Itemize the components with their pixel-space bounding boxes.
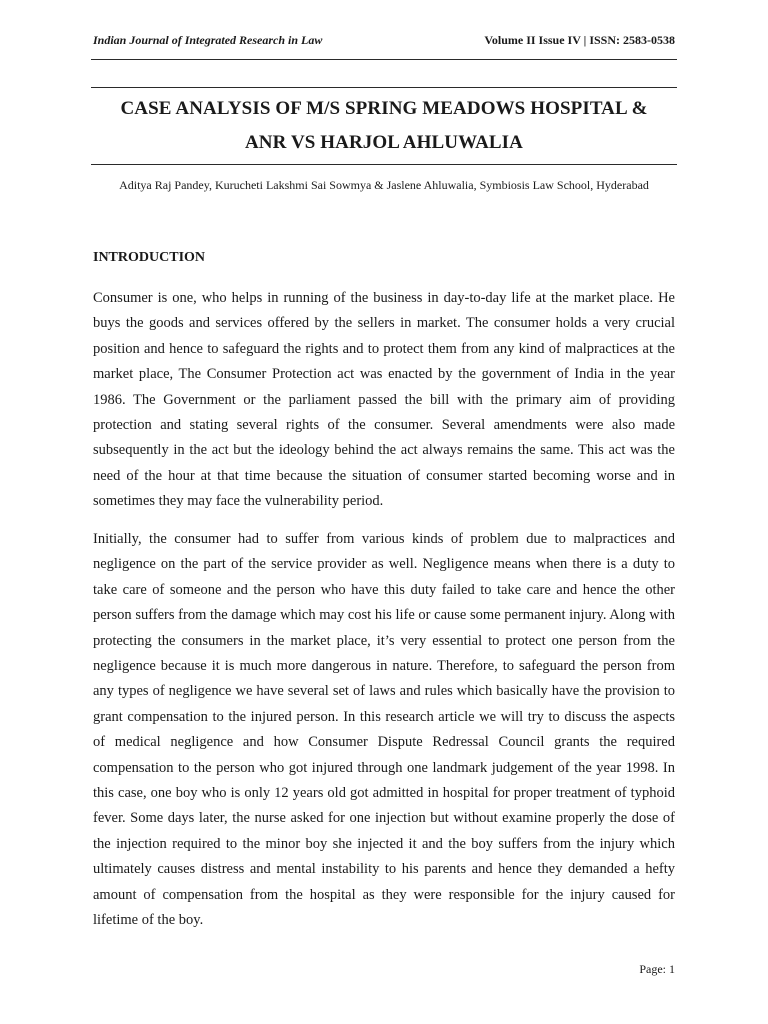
author-line: Aditya Raj Pandey, Kurucheti Lakshmi Sai Sowmya & Jaslene Ahluwalia, Symbiosis Law School, Hyderabad [119,178,649,192]
title-bottom-divider [91,164,677,165]
journal-name: Indian Journal of Integrated Research in Law [93,33,323,47]
body-paragraph-1: Consumer is one, who helps in running of the business in day-to-day life at the market place. He buys the goods and services offered by the sellers in market. The consumer holds a very crucial position and hence to safeguard the rights and to protect them from any kind of malpractices at the market place, The Consumer Protection act was enacted by the government of India in the year 1986. The Government or the parliament passed the bill with the primary aim of providing protection and stating several rights of the consumer. Several amendments were also made subsequently in the act but the ideology behind the act always remains the same. This act was the need of the hour at that time because the situation of consumer started becoming worse and in sometimes they may face the vulnerability period. [93,290,675,510]
document-page [93,0,675,1024]
header-divider [91,59,677,60]
title-line-1: CASE ANALYSIS OF M/S SPRING MEADOWS HOSPITAL & [120,98,648,119]
page-number: Page: 1 [639,962,675,976]
issue-info: Volume II Issue IV | ISSN: 2583-0538 [484,33,675,47]
paper-title [93,92,675,160]
title-top-divider [91,87,677,88]
section-heading-introduction: INTRODUCTION [93,250,206,265]
body-paragraph-2: Initially, the consumer had to suffer from various kinds of problem due to malpractices and negligence on the part of the service provider as well. Negligence means when there is a duty to take care of someone and the person who have this duty failed to take care and hence the other person suffers from the damage which may cost his life or cause some permanent injury. Along with protecting the consumers in the market place, it’s very essential to protect one person from the negligence because it is much more dangerous in nature. Therefore, to safeguard the person from any types of negligence we have several set of laws and rules which basically have the provision to grant compensation to the injured person. In this research article we will try to discuss the aspects of medical negligence and how Consumer Dispute Redressal Council grants the required compensation to the person who got injured through one landmark judgement of the year 1998. In this case, one boy who is only 12 years old got admitted in hospital for proper treatment of typhoid fever. Some days later, the nurse asked for one injection but without examine properly the dose of the injection required to the minor boy she injected it and the boy suffers from the injury which ultimately causes distress and mental instability to his parents and hence they demanded a hefty amount of compensation from the hospital as they were responsible for the injury caused for lifetime of the boy. [93,531,675,929]
running-header [93,33,675,51]
title-line-2: ANR VS HARJOL AHLUWALIA [244,132,524,153]
